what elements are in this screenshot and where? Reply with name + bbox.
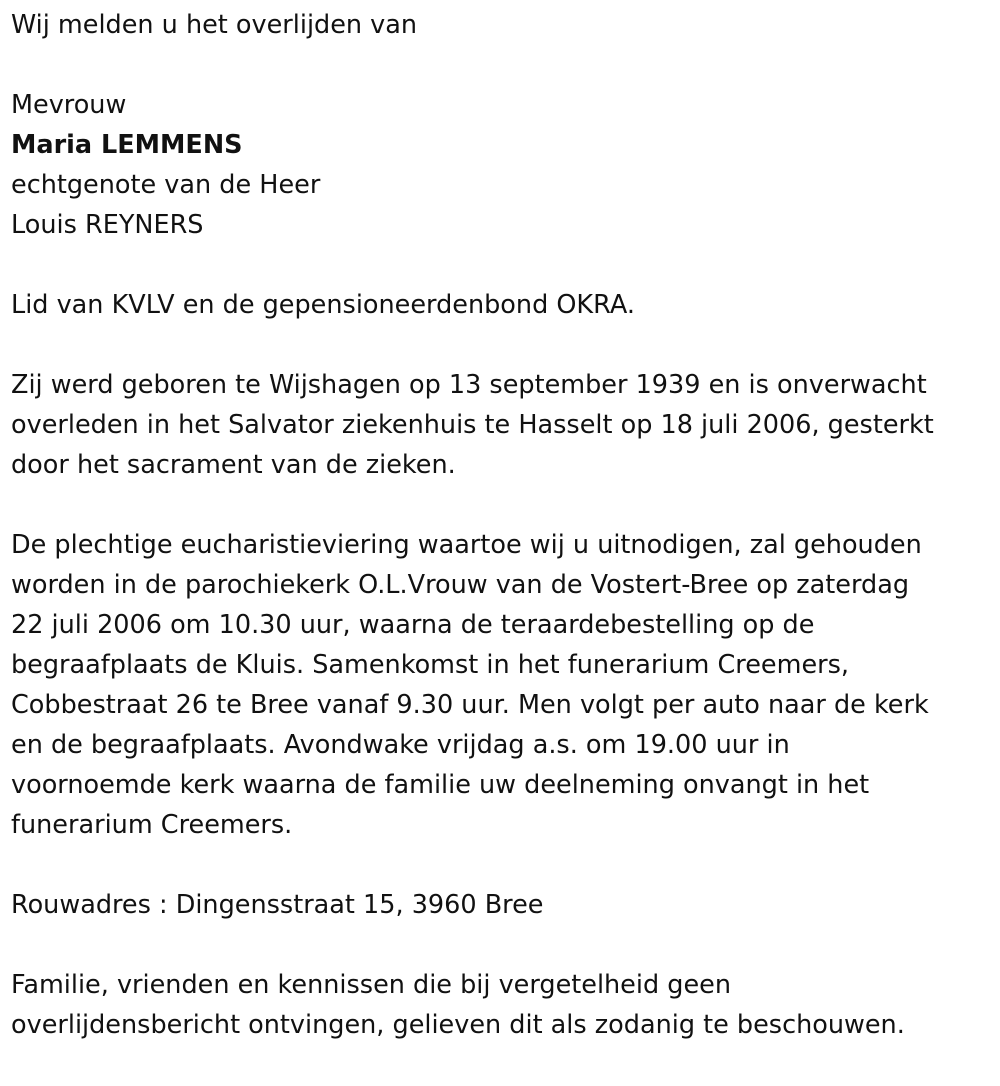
spouse-name: Louis REYNERS <box>11 210 204 240</box>
paragraph-line: voornoemde kerk waarna de familie uw deelneming onvangt in het <box>11 770 870 800</box>
deceased-name: Maria LEMMENS <box>11 130 243 160</box>
paragraph-line: Cobbestraat 26 te Bree vanaf 9.30 uur. Men volgt per auto naar de kerk <box>11 690 929 720</box>
birth-death-paragraph <box>11 365 991 485</box>
paragraph-line: funerarium Creemers. <box>11 810 293 840</box>
paragraph-line: overlijdensbericht ontvingen, gelieven dit als zodanig te beschouwen. <box>11 1010 905 1040</box>
closing-paragraph <box>11 965 991 1045</box>
ceremony-paragraph <box>11 525 991 845</box>
paragraph-line: Familie, vrienden en kennissen die bij vergetelheid geen <box>11 970 731 1000</box>
deceased-title: Mevrouw <box>11 90 127 120</box>
intro-text: Wij melden u het overlijden van <box>11 10 418 40</box>
paragraph-line: door het sacrament van de zieken. <box>11 450 456 480</box>
spouse-relation: echtgenote van de Heer <box>11 170 321 200</box>
spacer <box>11 325 991 365</box>
mourning-address: Rouwadres : Dingensstraat 15, 3960 Bree <box>11 890 544 920</box>
paragraph-line: 22 juli 2006 om 10.30 uur, waarna de teraardebestelling op de <box>11 610 815 640</box>
spacer <box>11 245 991 285</box>
paragraph-line: Zij werd geboren te Wijshagen op 13 september 1939 en is onverwacht <box>11 370 927 400</box>
paragraph-line: begraafplaats de Kluis. Samenkomst in het funerarium Creemers, <box>11 650 850 680</box>
paragraph-line: worden in de parochiekerk O.L.Vrouw van de Vostert-Bree op zaterdag <box>11 570 910 600</box>
membership-text: Lid van KVLV en de gepensioneerdenbond OKRA. <box>11 290 635 320</box>
spacer <box>11 45 991 85</box>
spacer <box>11 925 991 965</box>
spacer <box>11 485 991 525</box>
spacer <box>11 845 991 885</box>
paragraph-line: De plechtige eucharistieviering waartoe wij u uitnodigen, zal gehouden <box>11 530 922 560</box>
paragraph-line: overleden in het Salvator ziekenhuis te Hasselt op 18 juli 2006, gesterkt <box>11 410 934 440</box>
death-notice <box>11 5 991 1045</box>
paragraph-line: en de begraafplaats. Avondwake vrijdag a.s. om 19.00 uur in <box>11 730 790 760</box>
